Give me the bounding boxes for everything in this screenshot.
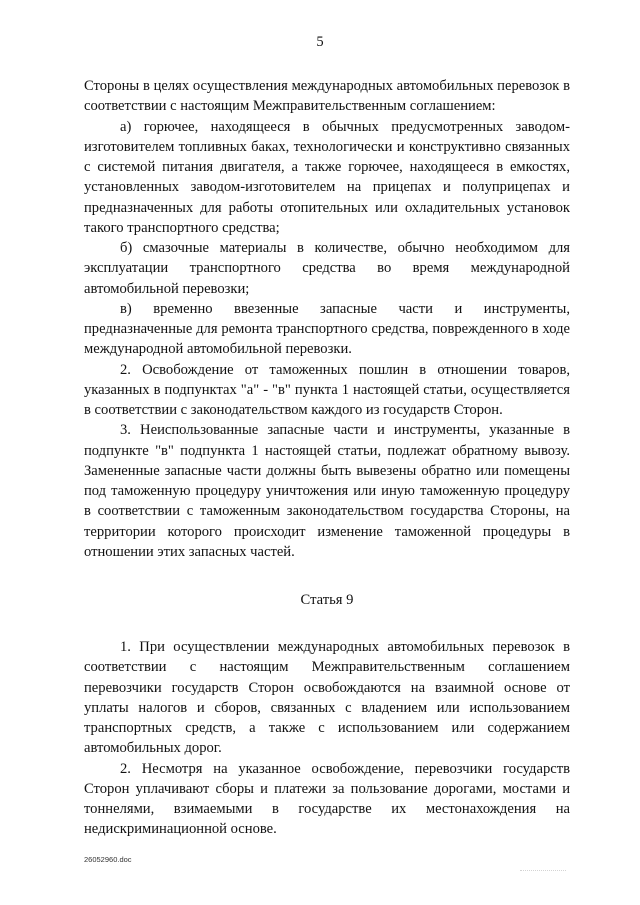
page-number: 5 [316,34,324,50]
paragraph-item-v: в) временно ввезенные запасные части и инструменты, предназначенные для ремонта транспортного средства, поврежденного в ходе международной автомобильной перевозки. [84,300,570,358]
paragraph-point-3: 3. Неиспользованные запасные части и инструменты, указанные в подпункте "в" подпункта 1 настоящей статьи, подлежат обратному вывозу. Замененные запасные части должны быть вывезены обратно или помещены под таможенную процедуру уничтожения или иную таможенную процедуру в соответствии с таможенным законодательством государства Стороны, на территории которого происходит изменение таможенной процедуры в отношении этих запасных частей. [84,422,570,560]
paragraph-article9-point-2: 2. Несмотря на указанное освобождение, перевозчики государств Сторон уплачивают сборы и платежи за пользование дорогами, мостами и тоннелями, взимаемыми в государстве их местонахождения на недискриминационной основе. [84,760,570,838]
footer-filename: 26052960.doc [84,855,132,864]
article-heading: Статья 9 [300,592,354,608]
paragraph-point-2: 2. Освобождение от таможенных пошлин в отношении товаров, указанных в подпунктах "а" - "в" пункта 1 настоящей статьи, осуществляется в соответствии с законодательством каждого из государств Сторон. [84,361,570,418]
document-body [84,76,570,840]
scan-speck [520,870,566,872]
paragraph-item-b: б) смазочные материалы в количестве, обычно необходимом для эксплуатации транспортного средства во время международной автомобильной перевозки; [84,240,570,297]
paragraph-article9-point-1: 1. При осуществлении международных автомобильных перевозок в соответствии с настоящим Межправительственным соглашением перевозчики государств Сторон освобождаются на взаимной основе от уплаты налогов и сборов, связанных с владением или использованием транспортных средств, а также с использованием или содержанием автомобильных дорог. [84,639,570,757]
paragraph-intro: Стороны в целях осуществления международных автомобильных перевозок в соответствии с настоящим Межправительственным соглашением: [84,78,570,115]
paragraph-item-a: а) горючее, находящееся в обычных предусмотренных заводом-изготовителем топливных баках, технологически и конструктивно связанных с системой питания двигателя, а также горючее, находящееся в емкостях, установленных заводом-изготовителем на прицепах и полуприцепах и предназначенных для работы отопительных или охладительных установок такого транспортного средства; [84,118,570,236]
